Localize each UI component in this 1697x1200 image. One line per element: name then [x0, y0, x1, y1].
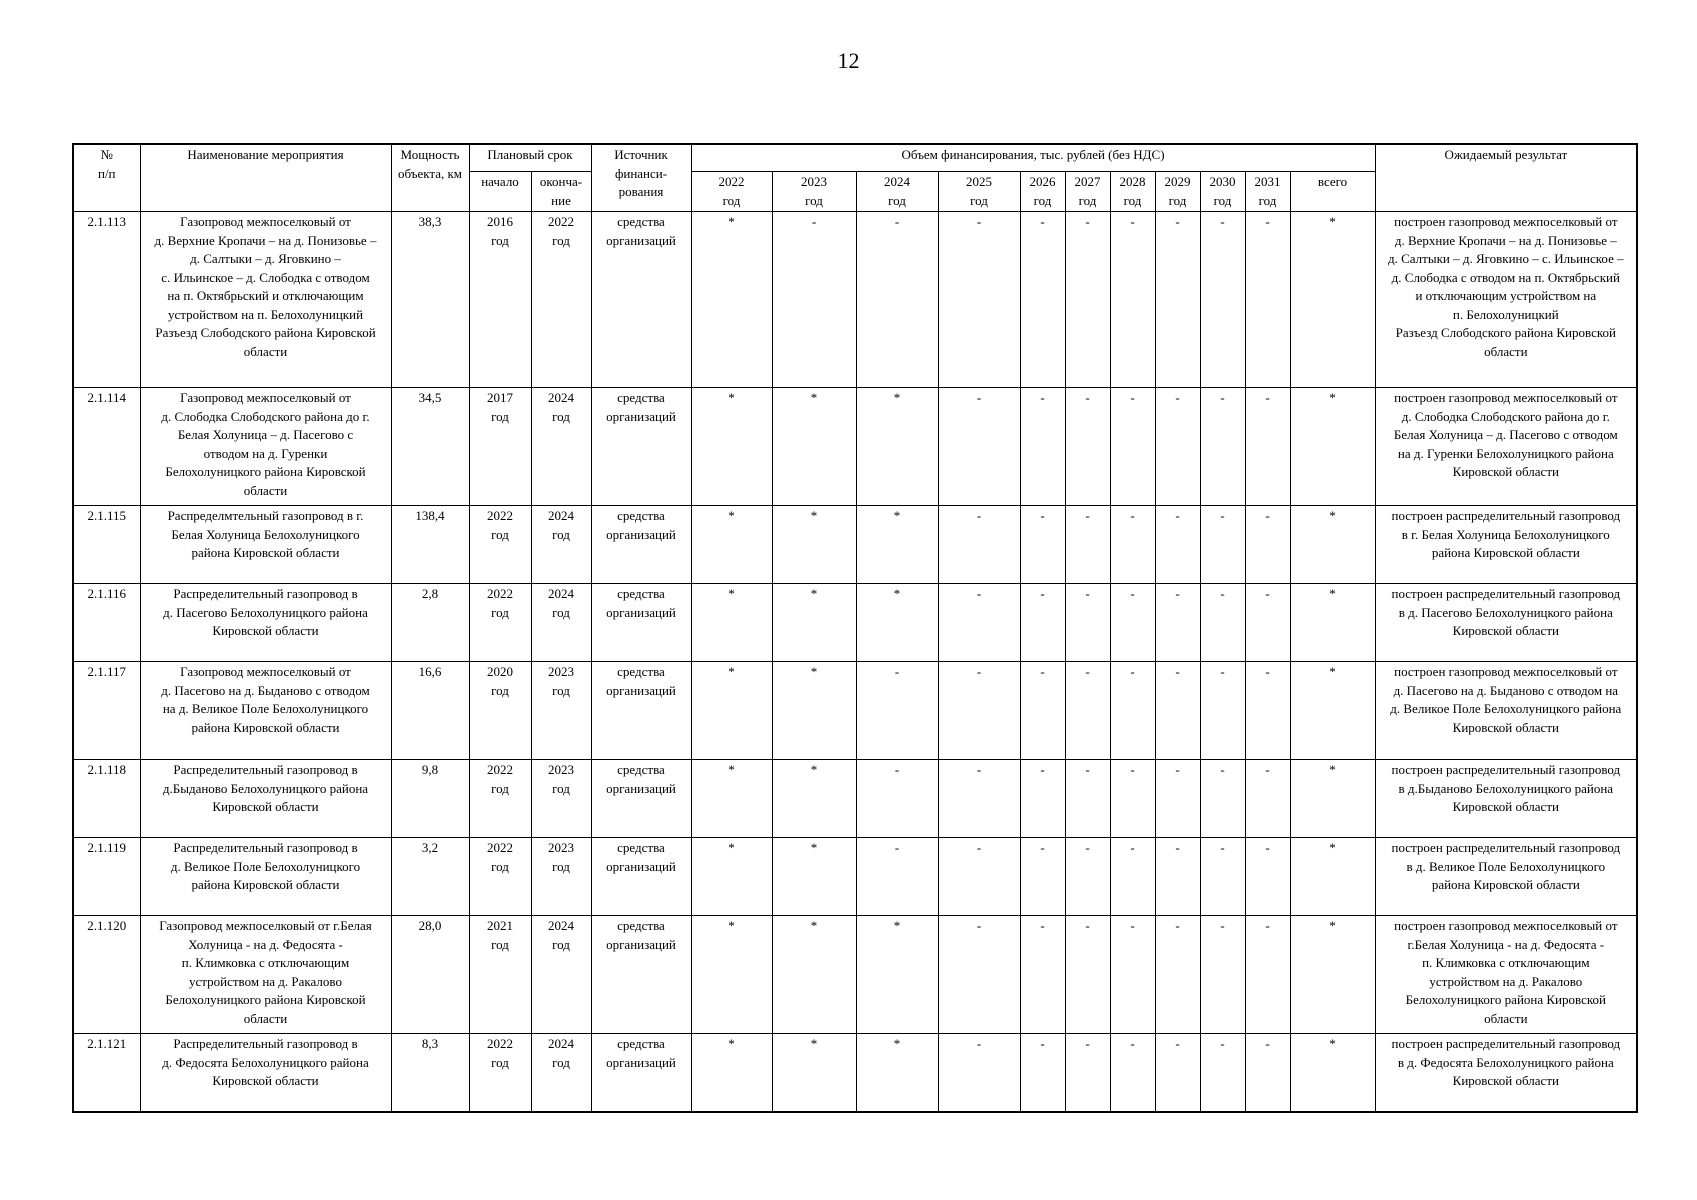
cell-year-value: - [856, 838, 938, 916]
cell-num: 2.1.119 [73, 838, 140, 916]
cell-total: * [1290, 662, 1375, 760]
table-row [73, 506, 1637, 584]
cell-year-value: - [1110, 584, 1155, 662]
cell-year-value: * [691, 506, 772, 584]
cell-source: средства организаций [591, 1034, 691, 1112]
cell-year-value: - [1245, 506, 1290, 584]
cell-year-value: - [1155, 760, 1200, 838]
cell-result: построен газопровод межпоселковый от г.Белая Холуница - на д. Федосята - п. Климковка с отключающим устройством на д. Ракалово Белохолуницкого района Кировской области [1375, 916, 1637, 1034]
table-row [73, 838, 1637, 916]
cell-capacity: 34,5 [391, 388, 469, 506]
cell-source: средства организаций [591, 584, 691, 662]
cell-year-value: - [938, 662, 1020, 760]
header-name: Наименование мероприятия [140, 144, 391, 212]
cell-year-value: - [1200, 760, 1245, 838]
header-year: 2023 год [772, 172, 856, 212]
header-planned-term: Плановый срок [469, 144, 591, 172]
table-row [73, 388, 1637, 506]
cell-capacity: 138,4 [391, 506, 469, 584]
cell-year-value: - [1020, 506, 1065, 584]
cell-num: 2.1.121 [73, 1034, 140, 1112]
cell-num: 2.1.115 [73, 506, 140, 584]
cell-result: построен распределительный газопровод в д. Великое Поле Белохолуницкого района Кировской области [1375, 838, 1637, 916]
table-body [73, 212, 1637, 1112]
cell-year-value: - [1245, 760, 1290, 838]
cell-year-value: * [856, 916, 938, 1034]
header-year: 2029 год [1155, 172, 1200, 212]
cell-year-value: - [1020, 916, 1065, 1034]
header-year: 2031 год [1245, 172, 1290, 212]
cell-year-value: - [1245, 662, 1290, 760]
cell-source: средства организаций [591, 388, 691, 506]
cell-year-value: - [856, 662, 938, 760]
cell-year-value: - [1245, 1034, 1290, 1112]
cell-year-value: - [938, 388, 1020, 506]
cell-year-value: - [1020, 1034, 1065, 1112]
cell-year-value: * [772, 662, 856, 760]
cell-year-value: - [1155, 388, 1200, 506]
cell-start: 2022 год [469, 584, 531, 662]
cell-capacity: 16,6 [391, 662, 469, 760]
cell-total: * [1290, 212, 1375, 388]
cell-name: Распределительный газопровод в д. Федосята Белохолуницкого района Кировской области [140, 1034, 391, 1112]
cell-start: 2020 год [469, 662, 531, 760]
cell-year-value: - [1200, 506, 1245, 584]
cell-capacity: 38,3 [391, 212, 469, 388]
cell-source: средства организаций [591, 838, 691, 916]
cell-year-value: * [772, 584, 856, 662]
cell-year-value: - [1155, 584, 1200, 662]
cell-end: 2023 год [531, 662, 591, 760]
cell-year-value: * [691, 212, 772, 388]
cell-year-value: * [856, 388, 938, 506]
cell-year-value: - [1110, 1034, 1155, 1112]
cell-year-value: - [1110, 388, 1155, 506]
cell-year-value: - [1155, 838, 1200, 916]
cell-total: * [1290, 916, 1375, 1034]
cell-year-value: - [1020, 760, 1065, 838]
cell-year-value: - [1110, 838, 1155, 916]
header-year: 2025 год [938, 172, 1020, 212]
cell-year-value: * [856, 1034, 938, 1112]
cell-start: 2022 год [469, 838, 531, 916]
cell-year-value: - [1065, 1034, 1110, 1112]
cell-year-value: - [772, 212, 856, 388]
cell-result: построен газопровод межпоселковый от д. Верхние Кропачи – на д. Понизовье – д. Салтыки – д. Яговкино – с. Ильинское – д. Слободка с отводом на п. Октябрьский и отключающим устройством на п. Белохолуницкий Разъезд Слободского района Кировской области [1375, 212, 1637, 388]
cell-year-value: - [1245, 388, 1290, 506]
cell-source: средства организаций [591, 212, 691, 388]
cell-capacity: 9,8 [391, 760, 469, 838]
cell-year-value: - [1155, 212, 1200, 388]
header-funding: Объем финансирования, тыс. рублей (без НДС) [691, 144, 1375, 172]
table-row [73, 1034, 1637, 1112]
header-result: Ожидаемый результат [1375, 144, 1637, 212]
cell-year-value: - [1020, 838, 1065, 916]
cell-total: * [1290, 760, 1375, 838]
cell-capacity: 8,3 [391, 1034, 469, 1112]
cell-start: 2017 год [469, 388, 531, 506]
cell-source: средства организаций [591, 506, 691, 584]
cell-year-value: - [1065, 506, 1110, 584]
cell-year-value: * [691, 916, 772, 1034]
header-year: 2022 год [691, 172, 772, 212]
cell-year-value: - [1155, 916, 1200, 1034]
cell-year-value: * [856, 506, 938, 584]
cell-end: 2024 год [531, 916, 591, 1034]
cell-year-value: - [1200, 1034, 1245, 1112]
cell-result: построен газопровод межпоселковый от д. Слободка Слободского района до г. Белая Холуница – д. Пасегово с отводом на д. Гуренки Белохолуницкого района Кировской области [1375, 388, 1637, 506]
cell-year-value: - [1245, 212, 1290, 388]
cell-year-value: * [772, 1034, 856, 1112]
cell-year-value: - [938, 838, 1020, 916]
table-row [73, 662, 1637, 760]
cell-year-value: - [938, 584, 1020, 662]
header-year: 2028 год [1110, 172, 1155, 212]
cell-year-value: - [1200, 662, 1245, 760]
cell-name: Газопровод межпоселковый от д. Верхние Кропачи – на д. Понизовье – д. Салтыки – д. Яговкино – с. Ильинское – д. Слободка с отводом на п. Октябрьский и отключающим устройством на п. Белохолуницкий Разъезд Слободского района Кировской области [140, 212, 391, 388]
cell-name: Газопровод межпоселковый от д. Пасегово на д. Быданово с отводом на д. Великое Поле Белохолуницкого района Кировской области [140, 662, 391, 760]
cell-end: 2024 год [531, 1034, 591, 1112]
cell-year-value: - [1245, 584, 1290, 662]
cell-year-value: - [1065, 388, 1110, 506]
cell-year-value: - [1020, 584, 1065, 662]
cell-source: средства организаций [591, 662, 691, 760]
cell-total: * [1290, 1034, 1375, 1112]
cell-year-value: - [1020, 662, 1065, 760]
cell-year-value: * [772, 388, 856, 506]
cell-source: средства организаций [591, 760, 691, 838]
cell-year-value: * [691, 584, 772, 662]
cell-year-value: * [772, 916, 856, 1034]
cell-year-value: - [1065, 916, 1110, 1034]
cell-name: Газопровод межпоселковый от д. Слободка Слободского района до г. Белая Холуница – д. Пасегово с отводом на д. Гуренки Белохолуницкого района Кировской области [140, 388, 391, 506]
cell-num: 2.1.116 [73, 584, 140, 662]
cell-year-value: - [1110, 916, 1155, 1034]
cell-name: Газопровод межпоселковый от г.Белая Холуница - на д. Федосята - п. Климковка с отключающим устройством на д. Ракалово Белохолуницкого района Кировской области [140, 916, 391, 1034]
cell-year-value: * [691, 760, 772, 838]
header-year: 2024 год [856, 172, 938, 212]
cell-start: 2022 год [469, 1034, 531, 1112]
cell-year-value: * [691, 662, 772, 760]
cell-year-value: - [1200, 916, 1245, 1034]
cell-year-value: - [938, 916, 1020, 1034]
cell-result: построен распределительный газопровод в г. Белая Холуница Белохолуницкого района Кировской области [1375, 506, 1637, 584]
cell-year-value: * [856, 584, 938, 662]
cell-year-value: - [1155, 506, 1200, 584]
cell-year-value: - [938, 1034, 1020, 1112]
cell-year-value: * [772, 760, 856, 838]
cell-year-value: - [1020, 212, 1065, 388]
cell-year-value: - [1110, 662, 1155, 760]
cell-year-value: - [1065, 584, 1110, 662]
cell-num: 2.1.114 [73, 388, 140, 506]
cell-capacity: 3,2 [391, 838, 469, 916]
cell-year-value: * [772, 506, 856, 584]
cell-year-value: - [1200, 212, 1245, 388]
cell-name: Распределительный газопровод в д.Быданово Белохолуницкого района Кировской области [140, 760, 391, 838]
cell-year-value: * [691, 388, 772, 506]
cell-source: средства организаций [591, 916, 691, 1034]
cell-year-value: - [1065, 212, 1110, 388]
cell-year-value: - [1020, 388, 1065, 506]
cell-end: 2023 год [531, 838, 591, 916]
cell-year-value: - [1110, 760, 1155, 838]
cell-start: 2016 год [469, 212, 531, 388]
cell-result: построен газопровод межпоселковый от д. Пасегово на д. Быданово с отводом на д. Великое Поле Белохолуницкого района Кировской области [1375, 662, 1637, 760]
cell-result: построен распределительный газопровод в д.Быданово Белохолуницкого района Кировской области [1375, 760, 1637, 838]
cell-end: 2022 год [531, 212, 591, 388]
cell-num: 2.1.113 [73, 212, 140, 388]
cell-name: Распределительный газопровод в д. Великое Поле Белохолуницкого района Кировской области [140, 838, 391, 916]
cell-year-value: - [938, 760, 1020, 838]
header-source: Источник финанси- рования [591, 144, 691, 212]
cell-num: 2.1.117 [73, 662, 140, 760]
cell-result: построен распределительный газопровод в д. Пасегово Белохолуницкого района Кировской области [1375, 584, 1637, 662]
cell-num: 2.1.118 [73, 760, 140, 838]
cell-end: 2023 год [531, 760, 591, 838]
cell-capacity: 2,8 [391, 584, 469, 662]
page-number: 12 [837, 48, 860, 73]
cell-name: Распределмтельный газопровод в г. Белая Холуница Белохолуницкого района Кировской области [140, 506, 391, 584]
header-year: 2030 год [1200, 172, 1245, 212]
cell-year-value: - [1065, 662, 1110, 760]
header-num: № п/п [73, 144, 140, 212]
table-row [73, 212, 1637, 388]
header-capacity: Мощность объекта, км [391, 144, 469, 212]
financing-table [72, 143, 1638, 1113]
cell-year-value: - [1200, 388, 1245, 506]
header-year: 2026 год [1020, 172, 1065, 212]
cell-end: 2024 год [531, 506, 591, 584]
cell-year-value: - [938, 212, 1020, 388]
cell-year-value: - [1245, 838, 1290, 916]
cell-year-value: * [772, 838, 856, 916]
cell-year-value: - [856, 212, 938, 388]
cell-total: * [1290, 388, 1375, 506]
cell-year-value: - [938, 506, 1020, 584]
header-total: всего [1290, 172, 1375, 212]
cell-year-value: - [1155, 1034, 1200, 1112]
cell-year-value: - [1110, 506, 1155, 584]
table-row [73, 916, 1637, 1034]
cell-year-value: - [1065, 760, 1110, 838]
cell-total: * [1290, 584, 1375, 662]
table-row [73, 584, 1637, 662]
cell-year-value: * [691, 1034, 772, 1112]
cell-result: построен распределительный газопровод в д. Федосята Белохолуницкого района Кировской области [1375, 1034, 1637, 1112]
header-end: оконча- ние [531, 172, 591, 212]
cell-total: * [1290, 838, 1375, 916]
header-year: 2027 год [1065, 172, 1110, 212]
cell-year-value: - [1245, 916, 1290, 1034]
cell-year-value: - [1155, 662, 1200, 760]
cell-capacity: 28,0 [391, 916, 469, 1034]
cell-year-value: - [1110, 212, 1155, 388]
cell-num: 2.1.120 [73, 916, 140, 1034]
cell-year-value: * [691, 838, 772, 916]
cell-total: * [1290, 506, 1375, 584]
cell-year-value: - [1065, 838, 1110, 916]
cell-start: 2021 год [469, 916, 531, 1034]
header-start: начало [469, 172, 531, 212]
cell-start: 2022 год [469, 506, 531, 584]
cell-year-value: - [1200, 838, 1245, 916]
cell-end: 2024 год [531, 388, 591, 506]
table-row [73, 760, 1637, 838]
cell-name: Распределительный газопровод в д. Пасегово Белохолуницкого района Кировской области [140, 584, 391, 662]
cell-year-value: - [1200, 584, 1245, 662]
cell-end: 2024 год [531, 584, 591, 662]
cell-start: 2022 год [469, 760, 531, 838]
cell-year-value: - [856, 760, 938, 838]
